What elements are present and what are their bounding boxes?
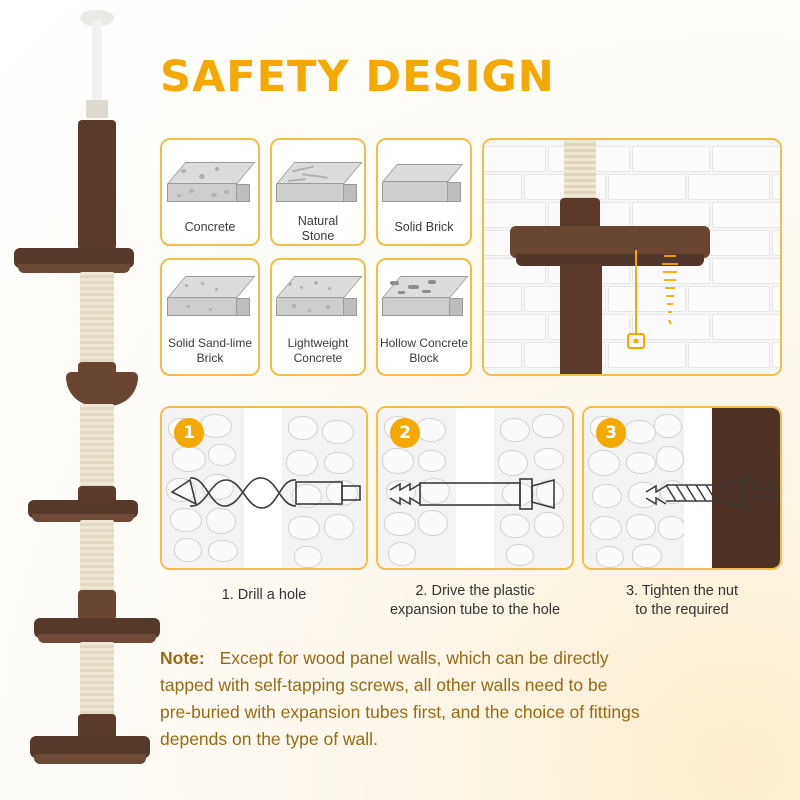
page-title: SAFETY DESIGN (160, 52, 555, 102)
cat-tree-illustration (0, 0, 160, 800)
lightweight-concrete-block-icon (276, 276, 360, 320)
sisal-post-3 (80, 520, 114, 595)
expansion-tube-icon (382, 470, 574, 516)
post-plush-4 (78, 590, 116, 620)
material-label-lightweight-1: Lightweight (287, 336, 349, 350)
note-line-4: depends on the type of wall. (160, 729, 378, 749)
natural-stone-block-icon (276, 162, 360, 206)
screw-nut-icon (642, 470, 782, 516)
step-caption-3-line1: 3. Tighten the nut (625, 583, 739, 599)
material-card-natural-stone (270, 138, 366, 246)
material-card-concrete (160, 138, 260, 246)
material-card-sand-lime-brick (160, 258, 260, 376)
sisal-post-4 (80, 642, 114, 720)
base-plate-edge (34, 754, 146, 764)
wall-mount-photo-panel (482, 138, 782, 376)
step-card-2 (376, 406, 574, 570)
material-label-lightweight-2: Concrete (293, 351, 343, 365)
sisal-post-1 (80, 272, 114, 367)
tension-rod-collar (86, 100, 108, 118)
note-line-2: tapped with self-tapping screws, all other walls need to be (160, 675, 608, 695)
material-label-hollow-1: Hollow Concrete (379, 336, 469, 350)
concrete-block-icon (167, 162, 253, 206)
step-caption-3-line2: to the required (635, 602, 729, 618)
step-caption-1: 1. Drill a hole (221, 587, 307, 603)
material-label-sand-lime-2: Brick (196, 351, 224, 365)
hollow-concrete-block-icon (382, 276, 466, 320)
solid-brick-block-icon (382, 164, 466, 204)
step-number-3: 3 (596, 418, 626, 448)
sisal-post-2 (80, 404, 114, 490)
drill-bit-icon (166, 470, 366, 516)
screw-anchor-callout (624, 248, 714, 368)
step-card-1 (160, 406, 368, 570)
material-label-concrete: Concrete (184, 220, 236, 234)
step-number-1: 1 (174, 418, 204, 448)
step-caption-2-line1: 2. Drive the plastic (415, 583, 535, 599)
material-label-sand-lime-1: Solid Sand-lime (167, 336, 253, 350)
material-card-solid-brick (376, 138, 472, 246)
material-label-natural-stone-2: Stone (301, 229, 335, 243)
note-line-3: pre-buried with expansion tubes first, and the choice of fittings (160, 702, 640, 722)
material-card-lightweight-concrete (270, 258, 366, 376)
note-label: Note: (160, 648, 205, 668)
step-card-3 (582, 406, 782, 570)
photo-sisal-post (564, 140, 596, 202)
note-line-1: Except for wood panel walls, which can be directly (219, 648, 609, 668)
step-number-2: 2 (390, 418, 420, 448)
sand-lime-brick-block-icon (167, 276, 253, 320)
note-block (160, 645, 786, 753)
cat-bowl-bed (66, 372, 138, 406)
material-label-solid-brick: Solid Brick (394, 220, 454, 234)
material-label-natural-stone-1: Natural (297, 214, 339, 228)
photo-lower-post (560, 264, 602, 376)
material-label-hollow-2: Block (409, 351, 439, 365)
post-plush-top (78, 120, 116, 250)
step-caption-2-line2: expansion tube to the hole (389, 602, 561, 618)
material-card-hollow-concrete-block (376, 258, 472, 376)
